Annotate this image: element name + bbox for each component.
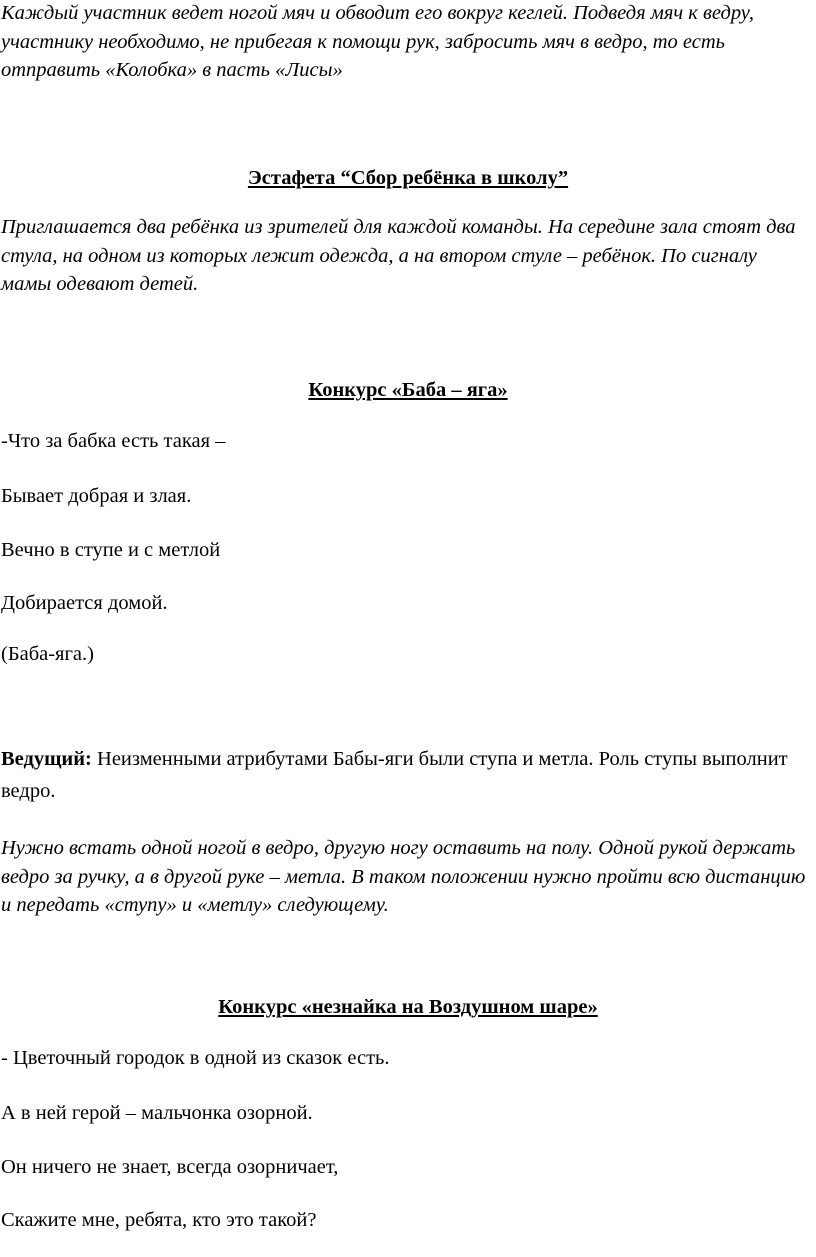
riddle-line: Он ничего не знает, всегда озорничает,	[1, 1156, 339, 1178]
heading-baba-yaga-contest: Конкурс «Баба – яга»	[308, 379, 508, 401]
riddle-line: Вечно в ступе и с метлой	[1, 539, 221, 561]
riddle-line: Бывает добрая и злая.	[1, 485, 192, 507]
paragraph-bucket: Нужно встать одной ногой в ведро, другую ногу оставить на полу. Одной рукой держать ведро за ручку, а в другой руке – метла. В таком положении нужно пройти всю дистанцию и передать «ступу» и «метлу» следующему.	[1, 837, 806, 916]
riddle-line: А в ней герой – мальчонка озорной.	[1, 1102, 313, 1124]
heading-neznayka-contest: Конкурс «незнайка на Воздушном шаре»	[218, 996, 598, 1018]
riddle-line: Скажите мне, ребята, кто это такой?	[1, 1209, 317, 1231]
host-label: Ведущий:	[1, 748, 92, 770]
host-paragraph	[1, 743, 809, 807]
riddle-line: -Что за бабка есть такая –	[1, 430, 226, 452]
paragraph-school-relay: Приглашается два ребёнка из зрителей для каждой команды. На середине зала стоят два стула, на одном из которых лежит одежда, а на втором стуле – ребёнок. По сигналу мамы одевают детей.	[1, 216, 796, 295]
paragraph-kolobok: Каждый участник ведет ногой мяч и обводит его вокруг кеглей. Подведя мяч к ведру, участнику необходимо, не прибегая к помощи рук, забросить мяч в ведро, то есть отправить «Колобка» в пасть «Лисы»	[1, 2, 755, 81]
host-text: Неизменными атрибутами Бабы-яги были ступа и метла. Роль ступы выполнит ведро.	[1, 748, 788, 802]
heading-school-relay: Эстафета “Сбор ребёнка в школу”	[247, 167, 569, 189]
riddle-line: - Цветочный городок в одной из сказок есть.	[1, 1047, 390, 1069]
riddle-line: Добирается домой.	[1, 592, 168, 614]
riddle-answer: (Баба-яга.)	[1, 643, 94, 665]
